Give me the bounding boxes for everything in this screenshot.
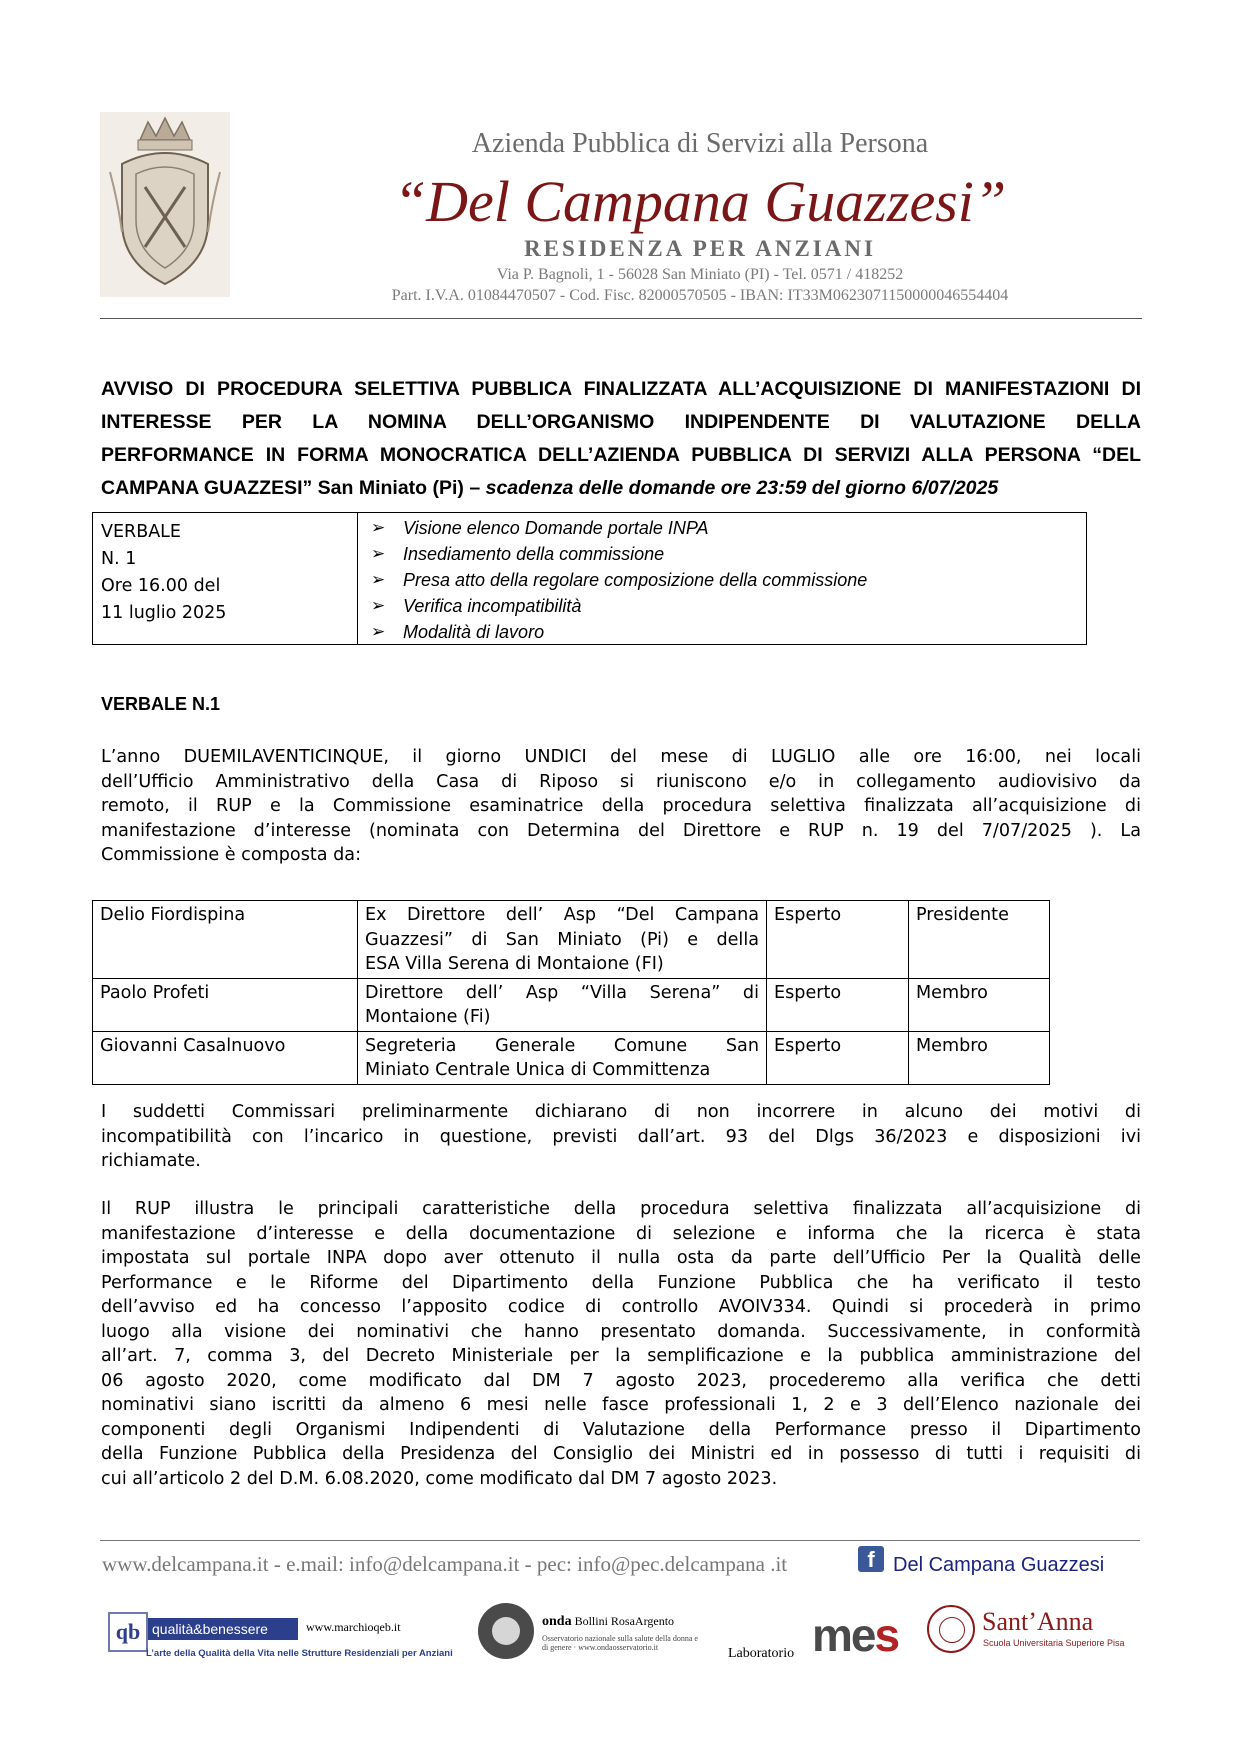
- header-divider: [100, 318, 1142, 319]
- text-line: manifestazione d’interesse e della documentazione di selezione e informa che la ricerca è stata: [101, 1223, 1141, 1244]
- arrow-bullet-icon: ➢: [371, 544, 386, 563]
- footer-divider: [100, 1540, 1140, 1541]
- text-line: incompatibilità con l’incarico in questione, previsti dall’art. 93 del Dlgs 36/2023 e disposizioni ivi: [101, 1126, 1141, 1147]
- title-line: AVVISO DI PROCEDURA SELETTIVA PUBBLICA FINALIZZATA ALL’ACQUISIZIONE DI MANIFESTAZIONI DI: [101, 378, 1141, 400]
- text-line: I suddetti Commissari preliminarmente dichiarano di non incorrere in alcuno dei motivi di: [101, 1102, 1141, 1122]
- arrow-bullet-icon: ➢: [371, 570, 386, 589]
- agenda-list: [359, 513, 1085, 644]
- member-role: Direttore dell’ Asp “Villa Serena” di Montaione (Fi): [358, 978, 767, 1031]
- member-qualification: Esperto: [767, 978, 909, 1031]
- title-line-start: CAMPANA GUAZZESI” San Miniato (Pi) –: [101, 477, 486, 499]
- title-line: PERFORMANCE IN FORMA MONOCRATICA DELL’AZIENDA PUBBLICA DI SERVIZI ALLA PERSONA “DEL: [101, 444, 1141, 466]
- coat-of-arms-icon: [100, 112, 230, 297]
- text-line: luogo alla visione dei nominativi che hanno presentato domanda. Successivamente, in conformità: [101, 1321, 1141, 1342]
- facebook-link[interactable]: Del Campana Guazzesi: [893, 1554, 1105, 1576]
- verbale-label: VERBALE: [101, 522, 181, 542]
- member-position: Membro: [909, 1031, 1050, 1084]
- member-qualification: Esperto: [767, 901, 909, 979]
- member-name: Delio Fiordispina: [93, 901, 358, 979]
- santanna-logo: Sant’Anna: [982, 1607, 1094, 1636]
- verbale-info: [93, 513, 358, 644]
- text-line: dell’Ufficio Amministrativo della Casa di Riposo si riuniscono e/o in collegamento audiovisivo da: [101, 771, 1141, 792]
- agency-address: Via P. Bagnoli, 1 - 56028 San Miniato (PI) - Tel. 0571 / 418252: [496, 266, 904, 283]
- text-line: Commissione è composta da:: [101, 845, 362, 865]
- deadline-text: scadenza delle domande ore 23:59 del giorno 6/07/2025: [485, 477, 999, 499]
- qb-mark: qb: [108, 1612, 148, 1652]
- table-row: [93, 978, 1050, 1031]
- member-position: Membro: [909, 978, 1050, 1031]
- verbale-time: Ore 16.00 del: [101, 576, 221, 596]
- text-line: cui all’articolo 2 del D.M. 6.08.2020, come modificato dal DM 7 agosto 2023.: [101, 1468, 778, 1489]
- onda-seal-icon: [478, 1603, 534, 1659]
- agenda-item: ➢ Presa atto della regolare composizione della commissione: [369, 567, 1085, 593]
- text-line: Performance e le Riforme del Dipartimento della Funzione Pubblica che ha verificato il testo: [101, 1272, 1141, 1293]
- member-name: Giovanni Casalnuovo: [93, 1031, 358, 1084]
- text-line: all’art. 7, comma 3, del Decreto Ministeriale per la semplificazione e la pubblica amministrazione del: [101, 1346, 1141, 1366]
- agenda-item: ➢ Modalità di lavoro: [369, 619, 1085, 645]
- agency-name: “Del Campana Guazzesi”: [393, 169, 1007, 234]
- verbale-summary-box: [92, 512, 1087, 645]
- paragraph-incompatibility: [101, 1100, 1141, 1174]
- paragraph-procedure: [101, 1197, 1141, 1491]
- member-qualification: Esperto: [767, 1031, 909, 1084]
- agency-subtitle: RESIDENZA PER ANZIANI: [524, 236, 876, 261]
- santanna-seal-icon: [927, 1605, 975, 1653]
- text-line: manifestazione d’interesse (nominata con Determina del Direttore e RUP n. 19 del 7/07/2025 ). La: [101, 820, 1141, 841]
- facebook-icon[interactable]: f: [858, 1546, 884, 1572]
- commission-table: [92, 900, 1050, 1085]
- text-line: impostata sul portale INPA dopo aver ottenuto il nulla osta da parte dell’Ufficio Per la Qualità delle: [101, 1248, 1141, 1268]
- arrow-bullet-icon: ➢: [371, 596, 386, 615]
- onda-description: Osservatorio nazionale sulla salute della donna e di genere · www.ondaosservatorio.it: [542, 1634, 698, 1652]
- verbale-heading: VERBALE N.1: [101, 694, 221, 714]
- footer-contacts[interactable]: www.delcampana.it - e.mail: info@delcampana.it - pec: info@pec.delcampana .it: [102, 1552, 788, 1576]
- agency-fiscal-info: Part. I.V.A. 01084470507 - Cod. Fisc. 82000570505 - IBAN: IT33M0623071150000046554404: [391, 287, 1009, 304]
- title-line-last: [101, 472, 1141, 505]
- text-line: richiamate.: [101, 1151, 201, 1171]
- mes-logo: mes: [812, 1609, 899, 1661]
- title-line: INTERESSE PER LA NOMINA DELL’ORGANISMO INDIPENDENTE DI VALUTAZIONE DELLA: [101, 411, 1141, 433]
- member-role: Ex Direttore dell’ Asp “Del Campana Guazzesi” di San Miniato (Pi) e della ESA Villa Serena di Montaione (FI): [358, 901, 767, 979]
- qb-website: www.marchioqeb.it: [306, 1620, 401, 1634]
- laboratorio-label: Laboratorio: [728, 1646, 795, 1661]
- arrow-bullet-icon: ➢: [371, 622, 386, 641]
- arrow-bullet-icon: ➢: [371, 518, 386, 537]
- paragraph-opening: [101, 745, 1141, 868]
- verbale-number: N. 1: [101, 549, 137, 569]
- text-line: remoto, il RUP e la Commissione esaminatrice della procedura selettiva finalizzata all’acquisizione di: [101, 796, 1141, 816]
- verbale-date: 11 luglio 2025: [101, 603, 227, 623]
- member-name: Paolo Profeti: [93, 978, 358, 1031]
- text-line: 06 agosto 2020, come modificato dal DM 7 agosto 2023, procederemo alla verifica che detti: [101, 1370, 1141, 1391]
- notice-title: [101, 373, 1141, 505]
- member-position: Presidente: [909, 901, 1050, 979]
- agenda-item: ➢ Insediamento della commissione: [369, 541, 1085, 567]
- text-line: nominativi siano iscritti da almeno 6 mesi nelle fasce professionali 1, 2 e 3 dell’Elenco nazionale dei: [101, 1395, 1141, 1415]
- text-line: Il RUP illustra le principali caratteristiche della procedura selettiva finalizzata all’acquisizione di: [101, 1199, 1141, 1219]
- qb-brand: qualità&benessere: [148, 1618, 298, 1640]
- qualita-benessere-logo: [108, 1612, 453, 1660]
- table-row: [93, 1031, 1050, 1084]
- member-role: Segreteria Generale Comune San Miniato Centrale Unica di Committenza: [358, 1031, 767, 1084]
- agenda-item: ➢ Verifica incompatibilità: [369, 593, 1085, 619]
- agenda-item: ➢ Visione elenco Domande portale INPA: [369, 515, 1085, 541]
- agency-type: Azienda Pubblica di Servizi alla Persona: [471, 128, 929, 159]
- onda-label: onda Bollini RosaArgento: [542, 1614, 675, 1629]
- santanna-subtitle: Scuola Universitaria Superiore Pisa: [983, 1638, 1125, 1648]
- text-line: L’anno DUEMILAVENTICINQUE, il giorno UNDICI del mese di LUGLIO alle ore 16:00, nei locali: [101, 747, 1141, 767]
- text-line: dell’avviso ed ha concesso l’apposito codice di controllo AVOIV334. Quindi si procederà in primo: [101, 1297, 1141, 1317]
- qb-tagline: L’arte della Qualità della Vita nelle Strutture Residenziali per Anziani: [146, 1648, 453, 1659]
- table-row: [93, 901, 1050, 979]
- text-line: della Funzione Pubblica della Presidenza del Consiglio dei Ministri ed in possesso di tutti i requisiti di: [101, 1444, 1141, 1464]
- text-line: componenti degli Organismi Indipendenti di Valutazione della Performance presso il Dipartimento: [101, 1419, 1141, 1440]
